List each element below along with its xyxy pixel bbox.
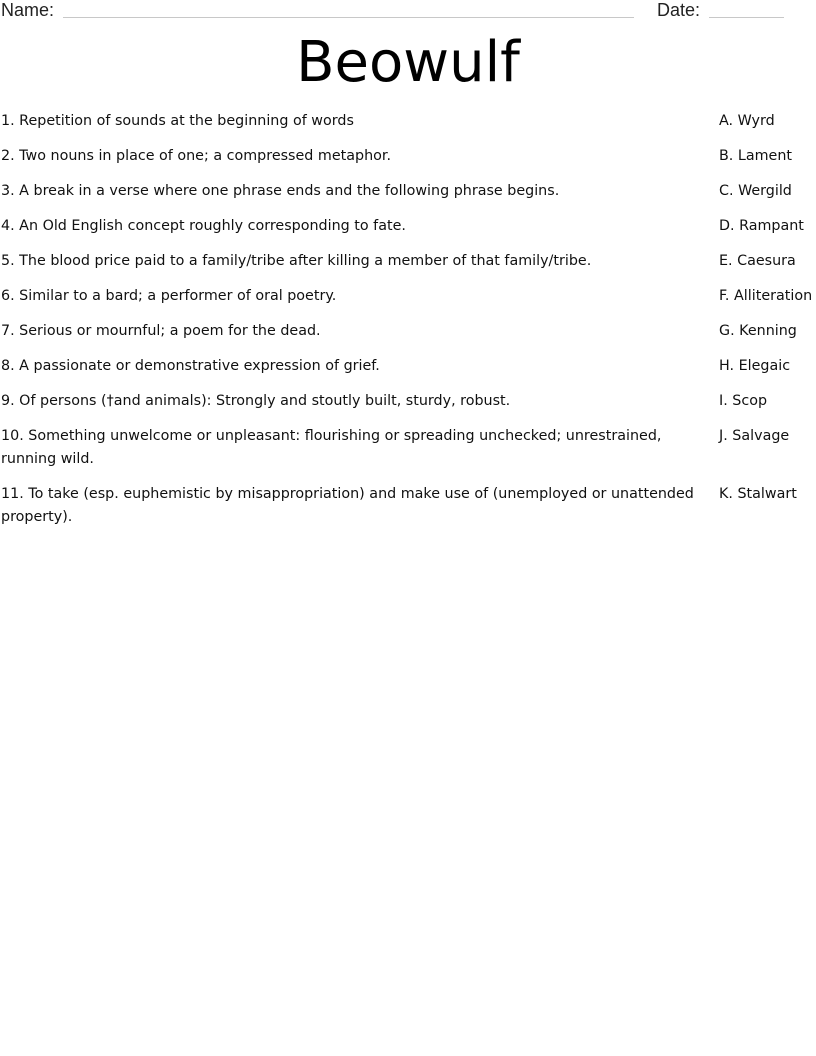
list-item (0, 320, 816, 343)
clue-text: 8. A passionate or demonstrative expression of grief. (1, 358, 380, 374)
date-field[interactable] (709, 17, 784, 18)
clue-text: 6. Similar to a bard; a performer of oral poetry. (1, 288, 337, 304)
answer-option: K. Stalwart (719, 486, 797, 502)
clue-text: 10. Something unwelcome or unpleasant: flourishing or spreading unchecked; unrestrained, running wild. (1, 428, 662, 467)
answer-option: I. Scop (719, 393, 768, 409)
page-title: Beowulf (296, 30, 520, 95)
date-label: Date: (657, 0, 701, 20)
clue-text: 3. A break in a verse where one phrase ends and the following phrase begins. (1, 183, 560, 199)
list-item (0, 250, 816, 273)
answer-option: F. Alliteration (719, 288, 813, 304)
answer-option: G. Kenning (719, 323, 797, 339)
answer-option: B. Lament (719, 148, 793, 164)
name-field[interactable] (63, 17, 634, 18)
answer-option: D. Rampant (719, 218, 804, 234)
list-item (0, 215, 816, 238)
matching-list (0, 110, 816, 541)
clue-text: 4. An Old English concept roughly corresponding to fate. (1, 218, 406, 234)
clue-text: 1. Repetition of sounds at the beginning of words (1, 113, 354, 129)
clue-text: 5. The blood price paid to a family/tribe after killing a member of that family/tribe. (1, 253, 592, 269)
name-label: Name: (1, 0, 55, 20)
list-item (0, 425, 816, 471)
list-item (0, 355, 816, 378)
answer-option: C. Wergild (719, 183, 792, 199)
answer-option: E. Caesura (719, 253, 796, 269)
clue-text: 2. Two nouns in place of one; a compressed metaphor. (1, 148, 392, 164)
list-item (0, 145, 816, 168)
list-item (0, 180, 816, 203)
clue-text: 11. To take (esp. euphemistic by misappropriation) and make use of (unemployed or unattended property). (1, 486, 694, 525)
worksheet-header (0, 0, 816, 22)
list-item (0, 285, 816, 308)
answer-option: J. Salvage (719, 428, 790, 444)
clue-text: 9. Of persons (†and animals): Strongly and stoutly built, sturdy, robust. (1, 393, 511, 409)
list-item (0, 110, 816, 133)
list-item (0, 483, 816, 529)
list-item (0, 390, 816, 413)
answer-option: H. Elegaic (719, 358, 791, 374)
clue-text: 7. Serious or mournful; a poem for the dead. (1, 323, 321, 339)
answer-option: A. Wyrd (719, 113, 775, 129)
